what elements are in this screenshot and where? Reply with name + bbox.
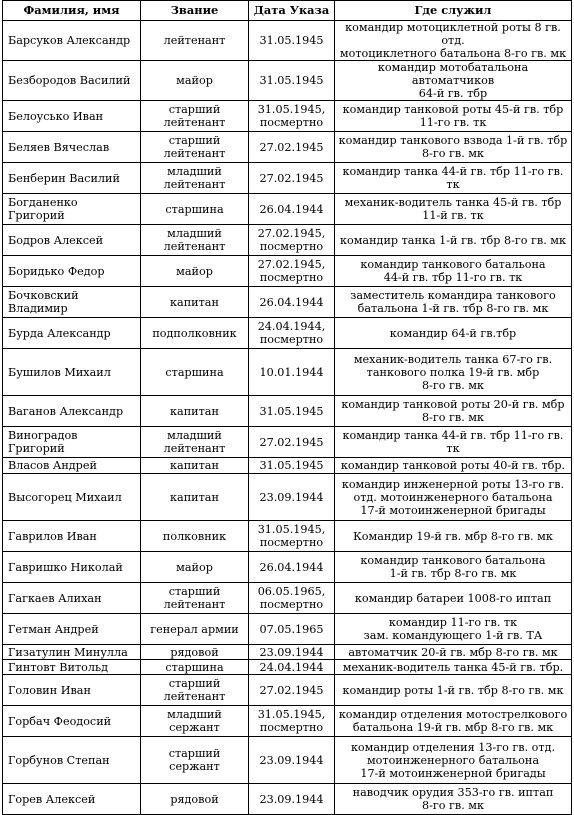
cell-name: Горев Алексей xyxy=(3,784,141,815)
cell-rank: старший лейтенант xyxy=(141,583,249,614)
cell-date: 27.02.1945 xyxy=(249,675,335,706)
cell-name: Гинтовт Витольд xyxy=(3,660,141,675)
cell-date: 23.09.1944 xyxy=(249,784,335,815)
cell-name: Гизатулин Минулла xyxy=(3,645,141,660)
cell-served: командир мотобатальона автоматчиков 64-й гв. тбр xyxy=(335,61,572,101)
cell-served: командир мотоциклетной роты 8 гв. отд. мотоциклетного батальона 8-го гв. мк xyxy=(335,21,572,61)
cell-date: 31.05.1945 xyxy=(249,458,335,474)
heroes-table xyxy=(2,0,572,815)
cell-date: 26.04.1944 xyxy=(249,194,335,225)
cell-date: 23.09.1944 xyxy=(249,474,335,521)
cell-served: Командир 19-й гв. мбр 8-го гв. мк xyxy=(335,521,572,552)
cell-served: командир танковой роты 45-й гв. тбр 11-го гв. тк xyxy=(335,101,572,132)
cell-served: механик-водитель танка 67-го гв. танкового полка 19-й гв. мбр 8-го гв. мк xyxy=(335,349,572,396)
cell-served: командир роты 1-й гв. тбр 8-го гв. мк xyxy=(335,675,572,706)
cell-served: механик-водитель танка 45-й гв. тбр 11-й гв. тк xyxy=(335,194,572,225)
cell-served: командир 11-го гв. тк зам. командующего 1-й гв. ТА xyxy=(335,614,572,645)
header-served: Где служил xyxy=(335,1,572,21)
cell-served: механик-водитель танка 45-й гв. тбр. xyxy=(335,660,572,675)
table-row xyxy=(3,675,572,706)
cell-rank: младший лейтенант xyxy=(141,225,249,256)
header-rank: Звание xyxy=(141,1,249,21)
cell-rank: старший сержант xyxy=(141,737,249,784)
table-row xyxy=(3,458,572,474)
cell-date: 06.05.1965, посмертно xyxy=(249,583,335,614)
cell-name: Барсуков Александр xyxy=(3,21,141,61)
table-row xyxy=(3,660,572,675)
cell-date: 31.05.1945 xyxy=(249,21,335,61)
cell-date: 23.09.1944 xyxy=(249,737,335,784)
cell-served: автоматчик 20-й гв. мбр 8-го гв. мк xyxy=(335,645,572,660)
cell-date: 24.04.1944, посмертно xyxy=(249,318,335,349)
cell-rank: капитан xyxy=(141,458,249,474)
table-row xyxy=(3,21,572,61)
cell-name: Власов Андрей xyxy=(3,458,141,474)
cell-date: 23.09.1944 xyxy=(249,645,335,660)
cell-date: 27.02.1945, посмертно xyxy=(249,225,335,256)
cell-date: 07.05.1965 xyxy=(249,614,335,645)
cell-rank: младший сержант xyxy=(141,706,249,737)
cell-name: Гавришко Николай xyxy=(3,552,141,583)
cell-rank: капитан xyxy=(141,396,249,427)
cell-rank: старший лейтенант xyxy=(141,675,249,706)
table-row xyxy=(3,396,572,427)
cell-name: Головин Иван xyxy=(3,675,141,706)
cell-served: командир танка 1-й гв. тбр 8-го гв. мк xyxy=(335,225,572,256)
cell-date: 27.02.1945 xyxy=(249,132,335,163)
cell-rank: лейтенант xyxy=(141,21,249,61)
cell-rank: рядовой xyxy=(141,784,249,815)
cell-date: 31.05.1945 xyxy=(249,61,335,101)
cell-date: 27.02.1945 xyxy=(249,427,335,458)
table-row xyxy=(3,737,572,784)
cell-rank: майор xyxy=(141,552,249,583)
cell-date: 27.02.1945 xyxy=(249,163,335,194)
cell-date: 31.05.1945, посмертно xyxy=(249,521,335,552)
cell-name: Бенберин Василий xyxy=(3,163,141,194)
cell-name: Бурда Александр xyxy=(3,318,141,349)
table-row xyxy=(3,194,572,225)
cell-name: Беляев Вячеслав xyxy=(3,132,141,163)
cell-rank: капитан xyxy=(141,287,249,318)
cell-served: наводчик орудия 353-го гв. иптап 8-го гв. мк xyxy=(335,784,572,815)
header-name: Фамилия, имя xyxy=(3,1,141,21)
table-row xyxy=(3,225,572,256)
cell-name: Виноградов Григорий xyxy=(3,427,141,458)
cell-name: Ваганов Александр xyxy=(3,396,141,427)
cell-name: Высогорец Михаил xyxy=(3,474,141,521)
cell-rank: полковник xyxy=(141,521,249,552)
cell-date: 26.04.1944 xyxy=(249,552,335,583)
cell-rank: майор xyxy=(141,61,249,101)
table-row xyxy=(3,474,572,521)
table-row xyxy=(3,318,572,349)
table-row xyxy=(3,61,572,101)
cell-name: Богданенко Григорий xyxy=(3,194,141,225)
cell-date: 31.05.1945 xyxy=(249,396,335,427)
cell-name: Гаврилов Иван xyxy=(3,521,141,552)
table-row xyxy=(3,427,572,458)
cell-name: Белоусько Иван xyxy=(3,101,141,132)
table-row xyxy=(3,583,572,614)
cell-name: Гагкаев Алихан xyxy=(3,583,141,614)
table-row xyxy=(3,784,572,815)
cell-rank: старшина xyxy=(141,194,249,225)
table-row xyxy=(3,706,572,737)
cell-name: Бочковский Владимир xyxy=(3,287,141,318)
cell-rank: капитан xyxy=(141,474,249,521)
cell-rank: старший лейтенант xyxy=(141,132,249,163)
cell-rank: старшина xyxy=(141,349,249,396)
cell-served: командир танковой роты 20-й гв. мбр 8-го гв. мк xyxy=(335,396,572,427)
cell-name: Горбунов Степан xyxy=(3,737,141,784)
cell-rank: рядовой xyxy=(141,645,249,660)
table-row xyxy=(3,287,572,318)
cell-served: командир танкового взвода 1-й гв. тбр 8-го гв. мк xyxy=(335,132,572,163)
header-row xyxy=(3,1,572,21)
cell-rank: генерал армии xyxy=(141,614,249,645)
cell-date: 31.05.1945, посмертно xyxy=(249,706,335,737)
cell-served: заместитель командира танкового батальона 1-й гв. тбр 8-го гв. мк xyxy=(335,287,572,318)
table-row xyxy=(3,163,572,194)
table-row xyxy=(3,132,572,163)
table-row xyxy=(3,521,572,552)
cell-name: Бодров Алексей xyxy=(3,225,141,256)
cell-date: 27.02.1945, посмертно xyxy=(249,256,335,287)
cell-served: командир отделения 13-го гв. отд. мотоинженерного батальона 17-й мотоинженерной бригады xyxy=(335,737,572,784)
table-row xyxy=(3,349,572,396)
cell-name: Боридько Федор xyxy=(3,256,141,287)
table-row xyxy=(3,552,572,583)
cell-name: Горбач Феодосий xyxy=(3,706,141,737)
cell-rank: младший лейтенант xyxy=(141,427,249,458)
cell-served: командир танка 44-й гв. тбр 11-го гв. тк xyxy=(335,163,572,194)
table-row xyxy=(3,645,572,660)
table-row xyxy=(3,256,572,287)
cell-rank: младший лейтенант xyxy=(141,163,249,194)
cell-name: Безбородов Василий xyxy=(3,61,141,101)
cell-served: командир танка 44-й гв. тбр 11-го гв. тк xyxy=(335,427,572,458)
cell-date: 10.01.1944 xyxy=(249,349,335,396)
header-date: Дата Указа xyxy=(249,1,335,21)
table-row xyxy=(3,614,572,645)
cell-name: Гетман Андрей xyxy=(3,614,141,645)
cell-served: командир танковой роты 40-й гв. тбр. xyxy=(335,458,572,474)
cell-date: 24.04.1944 xyxy=(249,660,335,675)
cell-served: командир батареи 1008-го иптап xyxy=(335,583,572,614)
cell-date: 26.04.1944 xyxy=(249,287,335,318)
cell-rank: старший лейтенант xyxy=(141,101,249,132)
cell-rank: старшина xyxy=(141,660,249,675)
cell-rank: подполковник xyxy=(141,318,249,349)
cell-served: командир танкового батальона 1-й гв. тбр 8-го гв. мк xyxy=(335,552,572,583)
cell-served: командир инженерной роты 13-го гв. отд. мотоинженерного батальона 17-й мотоинженерной бригады xyxy=(335,474,572,521)
cell-served: командир танкового батальона 44-й гв. тбр 11-го гв. тк xyxy=(335,256,572,287)
cell-served: командир отделения мотострелкового батальона 19-й гв. мбр 8-го гв. мк xyxy=(335,706,572,737)
cell-served: командир 64-й гв.тбр xyxy=(335,318,572,349)
cell-rank: майор xyxy=(141,256,249,287)
cell-name: Бушилов Михаил xyxy=(3,349,141,396)
table-row xyxy=(3,101,572,132)
cell-date: 31.05.1945, посмертно xyxy=(249,101,335,132)
